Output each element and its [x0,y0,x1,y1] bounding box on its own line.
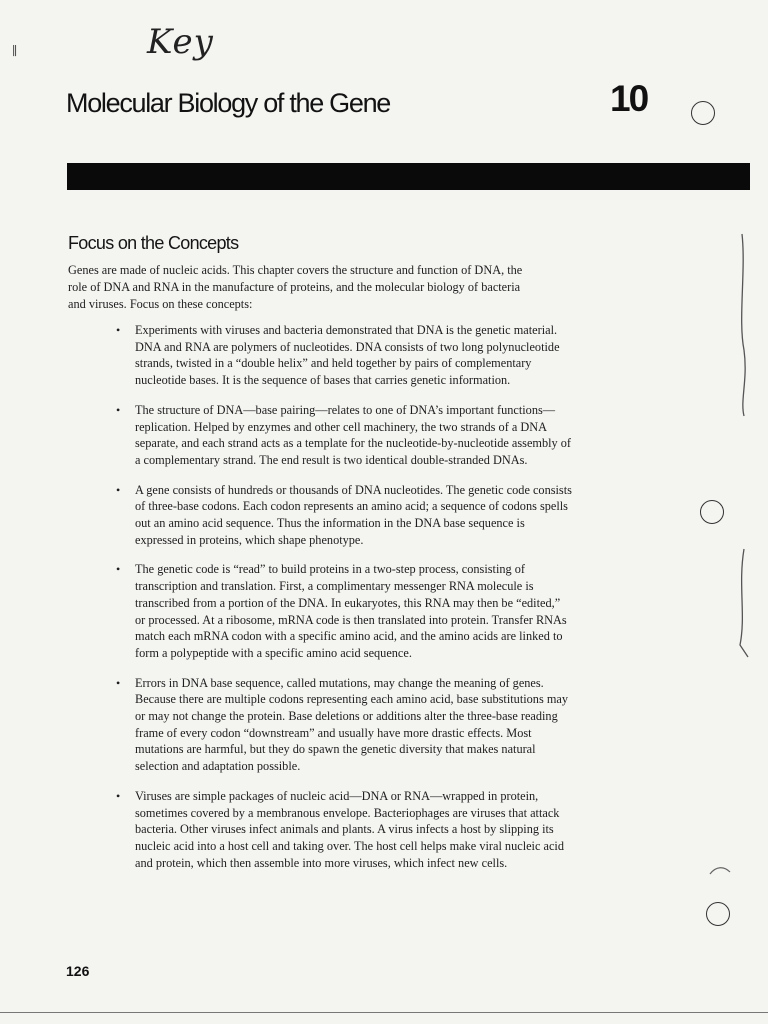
chapter-number: 10 [610,78,648,119]
chapter-header-bar [67,163,750,190]
concept-bullet [113,675,573,775]
bullet-icon: • [116,562,121,577]
bullet-icon: • [116,482,121,497]
concept-text: Errors in DNA base sequence, called mutations, may change the meaning of genes. Because there are multiple codons representing each amino acid, base substitutions may or may not change the protein. Base deletions or additions alter the three-base reading frame of every codon “downstream” and usually have more drastic effects. Most mutations are harmful, but they do spawn the genetic diversity that makes natural selection and adaptation possible. [135,675,568,774]
concept-bullet [113,561,573,661]
margin-bracket-mark [728,545,758,660]
concept-bullet [113,322,573,389]
page-number: 126 [66,963,90,979]
bullet-icon: • [116,402,121,417]
margin-tick-mark [700,860,740,880]
concept-bullet [113,402,573,469]
punch-hole-icon [706,902,730,926]
concept-bullet [113,788,573,872]
concept-text: Experiments with viruses and bacteria demonstrated that DNA is the genetic material. DNA and RNA are polymers of nucleotides. DNA consists of two long polynucleotide strands, twisted in a “double helix” and held together by pairs of complementary nucleotide bases. It is the sequence of bases that carries genetic information. [135,323,560,388]
handwritten-key-annotation: Key [147,22,214,62]
concept-text: Viruses are simple packages of nucleic acid—DNA or RNA—wrapped in protein, sometimes covered by a membranous envelope. Bacteriophages are viruses that attack bacteria. Other viruses infect animals and plants. A virus infects a host by slipping its nucleic acid into a host cell and taking over. The host cell helps make viral nucleic acid and protein, which then assemble into more viruses, which infect new cells. [135,788,564,870]
concept-text: A gene consists of hundreds or thousands of DNA nucleotides. The genetic code consists of three-base codons. Each codon represents an amino acid; a sequence of codons spells out an amino acid sequence. Thus the information in the DNA base sequence is expressed in proteins, which shape phenotype. [135,482,572,547]
bullet-icon: • [116,675,121,690]
margin-bracket-mark [728,230,758,420]
concept-text: The genetic code is “read” to build proteins in a two-step process, consisting of transcription and translation. First, a complimentary messenger RNA molecule is transcribed from a portion of the DNA. In eukaryotes, this RNA may then be “edited,” or processed. At a ribosome, mRNA code is then translated into protein. Transfer RNAs match each mRNA codon with a specific amino acid, and the amino acids are linked to form a polypeptide with a specific amino acid sequence. [135,562,567,660]
chapter-title: Molecular Biology of the Gene [66,88,391,118]
stray-mark: ∥ [12,44,18,58]
concept-bullet [113,482,573,549]
intro-paragraph: Genes are made of nucleic acids. This chapter covers the structure and function of DNA, the role of DNA and RNA in the manufacture of proteins, and the molecular biology of bacteria and viruses. Focus on these concepts: [68,263,523,311]
section-heading: Focus on the Concepts [68,233,239,253]
bullet-icon: • [116,788,121,803]
concept-text: The structure of DNA—base pairing—relates to one of DNA’s important functions—replication. Helped by enzymes and other cell machinery, the two strands of a DNA separate, and each strand acts as a template for the nucleotide-by-nucleotide assembly of a complementary strand. The end result is two identical double-stranded DNAs. [135,402,572,467]
bullet-icon: • [116,323,121,337]
punch-hole-icon [691,101,715,125]
punch-hole-icon [700,500,724,524]
bottom-rule [0,1012,768,1013]
concept-list [113,322,573,884]
